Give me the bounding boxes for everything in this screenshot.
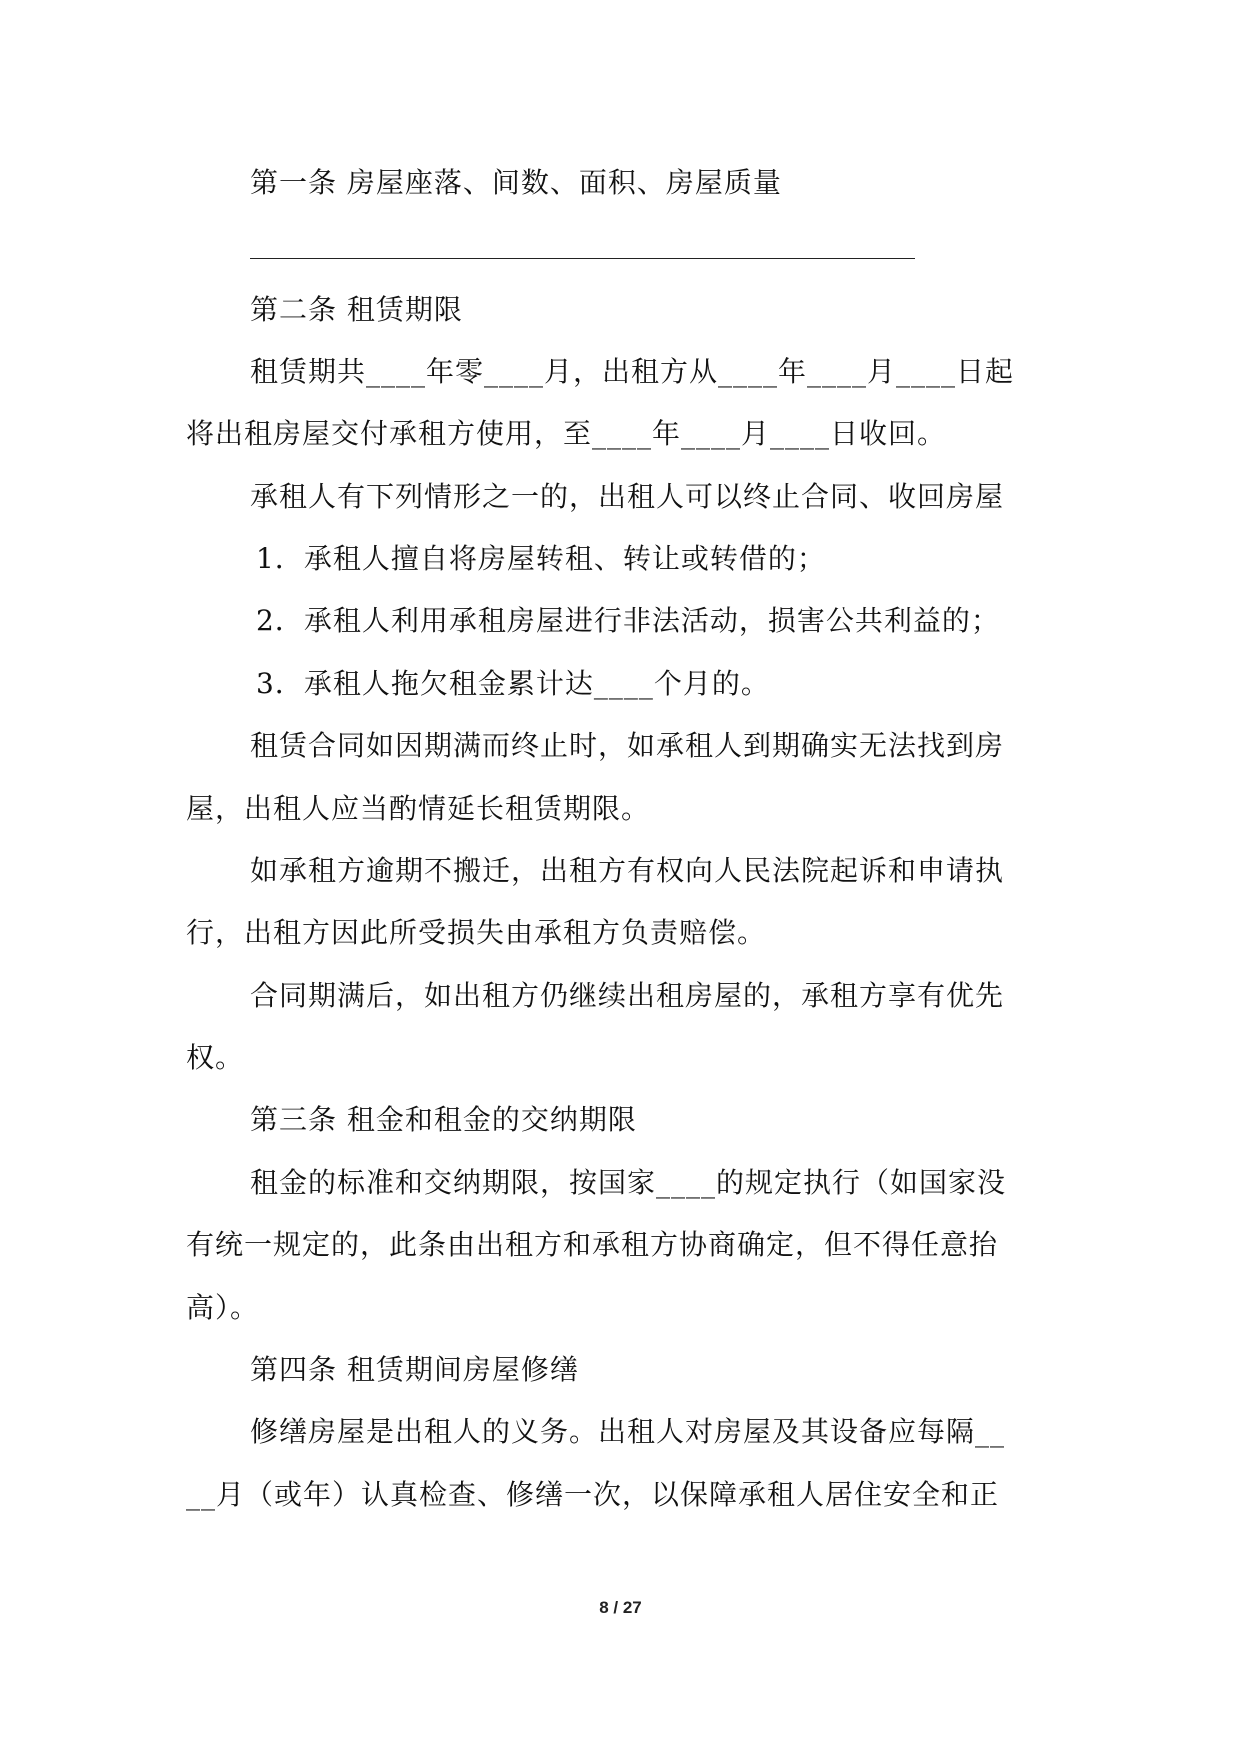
- paragraph-line: 修缮房屋是出租人的义务。出租人对房屋及其设备应每隔__: [250, 1415, 1006, 1448]
- paragraph-line: 租赁期共____年零____月，出租方从____年____月____日起: [250, 355, 1015, 388]
- list-item: 1．承租人擅自将房屋转租、转让或转借的；: [256, 542, 826, 575]
- list-item: 3．承租人拖欠租金累计达____个月的。: [256, 667, 770, 700]
- page-number: 8 / 27: [599, 1598, 642, 1617]
- article-1-heading: 第一条 房屋座落、间数、面积、房屋质量: [250, 166, 782, 199]
- paragraph-line: 如承租方逾期不搬迁，出租方有权向人民法院起诉和申请执: [250, 854, 1005, 887]
- paragraph-line: 屋，出租人应当酌情延长租赁期限。: [186, 792, 651, 825]
- list-item: 2．承租人利用承租房屋进行非法活动，损害公共利益的；: [256, 604, 1000, 637]
- paragraph-line: 合同期满后，如出租方仍继续出租房屋的，承租方享有优先: [250, 979, 1005, 1012]
- paragraph-line: 权。: [186, 1041, 245, 1074]
- paragraph-line: 承租人有下列情形之一的，出租人可以终止合同、收回房屋: [250, 480, 1005, 513]
- paragraph-line: 高）。: [186, 1291, 260, 1324]
- article-3-heading: 第三条 租金和租金的交纳期限: [250, 1103, 637, 1136]
- paragraph-line: __月（或年）认真检查、修缮一次，以保障承租人居住安全和正: [186, 1478, 1000, 1511]
- paragraph-line: 将出租房屋交付承租方使用，至____年____月____日收回。: [186, 417, 947, 450]
- article-2-heading: 第二条 租赁期限: [250, 293, 463, 326]
- blank-fill-line: [250, 258, 915, 259]
- paragraph-line: 行，出租方因此所受损失由承租方负责赔偿。: [186, 916, 767, 949]
- paragraph-line: 租金的标准和交纳期限，按国家____的规定执行（如国家没: [250, 1166, 1007, 1199]
- paragraph-line: 租赁合同如因期满而终止时，如承租人到期确实无法找到房: [250, 729, 1005, 762]
- article-4-heading: 第四条 租赁期间房屋修缮: [250, 1353, 579, 1386]
- paragraph-line: 有统一规定的，此条由出租方和承租方协商确定，但不得任意抬: [186, 1228, 999, 1261]
